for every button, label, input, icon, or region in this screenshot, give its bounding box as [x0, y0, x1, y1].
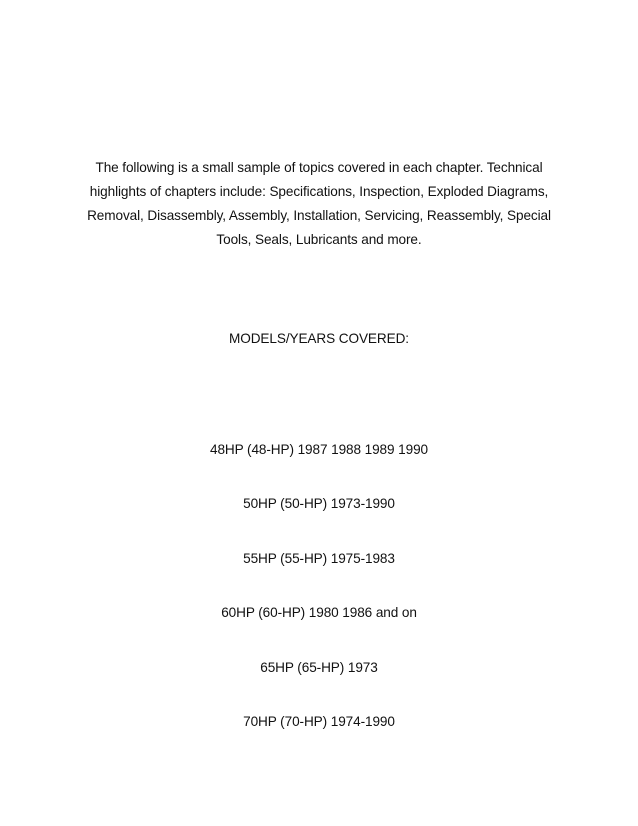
model-line-48hp: 48HP (48-HP) 1987 1988 1989 1990 [210, 442, 428, 457]
intro-paragraph: The following is a small sample of topics covered in each chapter. Technical highlights of chapters include: Specifications, Inspection, Exploded Diagrams, Removal, Disassembly, Assembly, Installation, Servicing, Reassembly, Special Tools, Seals, Lubricants and more. [87, 160, 551, 247]
model-line-55hp: 55HP (55-HP) 1975-1983 [243, 551, 395, 566]
models-years-heading: MODELS/YEARS COVERED: [229, 331, 409, 346]
model-line-70hp: 70HP (70-HP) 1974-1990 [243, 714, 395, 729]
model-line-60hp: 60HP (60-HP) 1980 1986 and on [221, 605, 417, 620]
model-line-65hp: 65HP (65-HP) 1973 [260, 660, 378, 675]
model-line-50hp: 50HP (50-HP) 1973-1990 [243, 496, 395, 511]
